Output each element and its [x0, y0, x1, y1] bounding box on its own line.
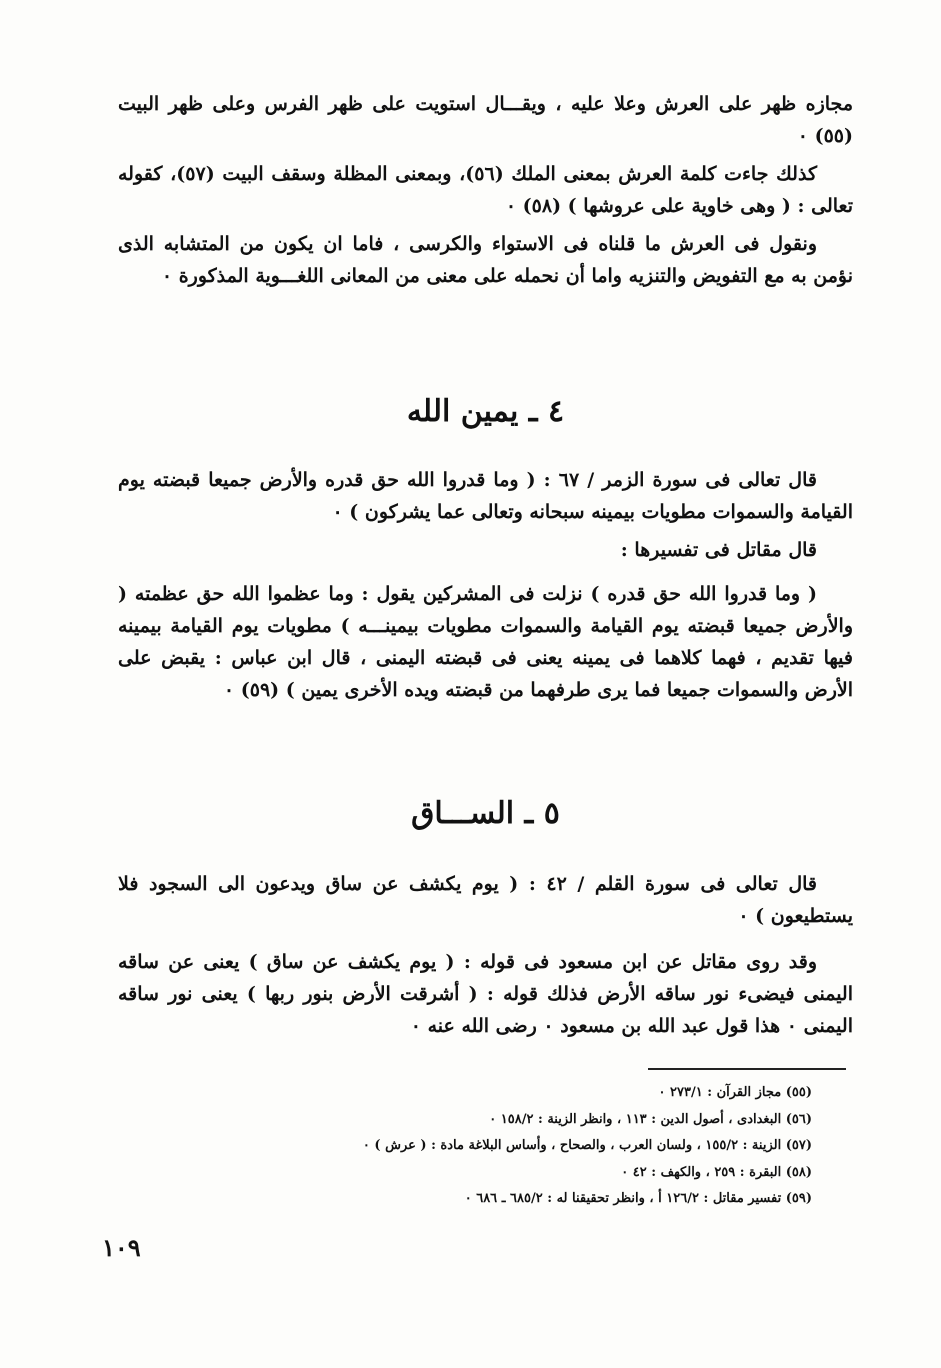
paragraph-zumar-verse: قال تعالى فى سورة الزمر / ٦٧ : ( وما قدروا الله حق قدره والأرض جميعا قبضته يوم القيامة والسموات مطويات بيمينه سبحانه وتعالى عما يشركون ) ٠	[118, 469, 853, 523]
paragraph-qalam-verse: قال تعالى فى سورة القلم / ٤٢ : ( يوم يكشف عن ساق ويدعون الى السجود فلا يستطيعون ) ٠	[118, 873, 853, 927]
footnote-58: (٥٨) البقرة : ٢٥٩ ، والكهف : ٤٢ ٠	[621, 1164, 812, 1180]
paragraph-muqatil-intro: قال مقاتل فى تفسيرها :	[620, 539, 817, 561]
footnote-59: (٥٩) تفسير مقاتل : ١٢٦/٢ أ ، وانظر تحقيقنا له : ٦٨٥/٢ ـ ٦٨٦ ٠	[464, 1191, 812, 1206]
footnotes	[150, 1080, 812, 1213]
section-saq-text	[118, 868, 853, 1042]
footnote-55: (٥٥) مجاز القرآن : ٢٧٣/١ ٠	[658, 1085, 812, 1100]
paragraph-arsh-king: كذلك جاءت كلمة العرش بمعنى الملك (٥٦)، وبمعنى المظلة وسقف البيت (٥٧)، كقوله تعالى : ( وهى خاوية على عروشها ) (٥٨) ٠	[118, 163, 853, 217]
section-heading-yamin: ٤ ـ يمين الله	[406, 394, 565, 429]
paragraph-arsh-conclusion: ونقول فى العرش ما قلناه فى الاستواء والكرسى ، فاما ان يكون من المتشابه الذى نؤمن به مع التفويض والتنزيه واما أن نحمله على معنى من المعانى اللغـــوية المذكورة ٠	[118, 233, 853, 287]
footnote-56: (٥٦) البغدادى ، أصول الدين : ١١٣ ، وانظر الزينة : ١٥٨/٢ ٠	[489, 1111, 812, 1127]
footnote-separator	[648, 1068, 846, 1070]
section-heading-saq: ٥ ـ الســـاق	[411, 796, 560, 831]
paragraph-ibn-masud: وقد روى مقاتل عن ابن مسعود فى قوله : ( يوم يكشف عن ساق ) يعنى عن ساقه اليمنى فيضىء نور ساقه الأرض فذلك قوله : ( أشرقت الأرض بنور ربها ) يعنى نور ساقه اليمنى ٠ هذا قول عبد الله بن مسعود ٠ رضى الله عنه ٠	[118, 951, 853, 1037]
page-number: ١٠٩	[102, 1233, 141, 1262]
paragraph-muqatil-tafsir: ( وما قدروا الله حق قدره ) نزلت فى المشركين يقول : وما عظموا الله حق عظمته ( والأرض جميعا قبضته يوم القيامة والسموات مطويات بيمينـــه ) مطويات يوم القيامة بيمينه فيها تقديم ، فهما كلاهما فى يمينه يعنى فى قبضته اليمنى ، قال ابن عباس : يقبض على الأرض والسموات جميعا فما يرى طرفهما من قبضته ويده الأخرى يمين ) (٥٩) ٠	[118, 583, 853, 701]
section-yamin-text	[118, 464, 853, 706]
footnote-57: (٥٧) الزينة : ١٥٥/٢ ، ولسان العرب ، والصحاح ، وأساس البلاغة مادة : ( عرش ) ٠	[362, 1138, 812, 1153]
paragraph-arsh-meaning: مجازه ظهر على العرش وعلا عليه ، ويقـــال استويت على ظهر الفرس وعلى ظهر البيت (٥٥) ٠	[118, 93, 853, 147]
top-text-block	[118, 88, 853, 292]
